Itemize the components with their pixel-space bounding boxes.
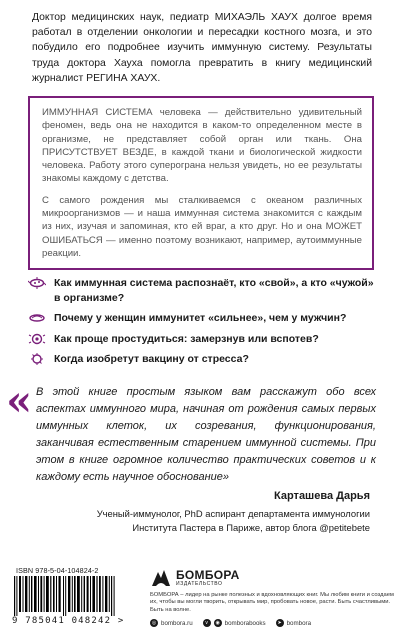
isbn-label: ISBN 978-5-04-104824-2 bbox=[16, 566, 99, 575]
publisher-subtitle: ИЗДАТЕЛЬСТВО bbox=[176, 581, 223, 587]
social-channel[interactable]: bombora bbox=[286, 619, 312, 627]
publisher-name: БОМБОРА bbox=[176, 568, 240, 582]
intro-paragraph: Доктор медицинских наук, педиатр МИХАЭЛЬ ХАУХ долгое время работал в отделении онкологии и пересадки костного мозга, и это побудило его подробнее изучить иммунную систему. Результаты труда доктора Хауха помогла превратить в книгу медицинский журналист РЕГИНА ХАУХ. bbox=[32, 12, 372, 84]
review-quote: В этой книге простым языком вам расскажут обо всех аспектах иммунного мира, начиная от рождения самых первых иммунных клеток, их созревания, функционирования, заканчивая естественным старением иммунной системы. При этом в книге огромное количество практических советов и к каждому есть научное обоснование» bbox=[36, 386, 376, 483]
cell-icon bbox=[28, 333, 46, 345]
info-paragraph-1: ИММУННАЯ СИСТЕМА человека — действительно удивительный феномен, ведь она не находится в каком-то определенном месте в организме, не представляет собой орган или ткань. Она ПРИСУТСТВУЕТ ВЕЗДЕ, в каждой ткани и биологической жидкости человека. Работу этого суперограна нельзя увидеть, но ее результаты знакомы каждому с детства. bbox=[42, 107, 362, 185]
publisher-description: БОМБОРА – лидер на рынке полезных и вдохновляющих книг. Мы любим книги и создаем их, чтобы вы могли творить, открывать мир, пробовать новое, расти. Быть счастливыми. Быть на волне. bbox=[150, 592, 394, 613]
question-list bbox=[28, 276, 380, 373]
publisher-logo bbox=[150, 566, 394, 590]
barcode-digits: 9 785041 048242 > bbox=[12, 616, 125, 626]
question-item bbox=[28, 352, 380, 367]
bacterium-icon bbox=[28, 277, 46, 289]
question-text: Как иммунная система распознаёт, кто «свой», а кто «чужой» в организме? bbox=[54, 277, 374, 304]
reviewer-bio: Ученый-иммунолог, PhD аспирант департамента иммунологии Института Пастера в Париже, автор блога @petitebete bbox=[96, 508, 370, 533]
isbn-block bbox=[10, 566, 130, 628]
microbe-icon bbox=[28, 353, 46, 365]
question-text: Как проще простудиться: замерзнув или вспотев? bbox=[54, 332, 319, 345]
quote-mark: « bbox=[6, 376, 33, 425]
info-paragraph-2: С самого рождения мы сталкиваемся с океаном различных микроорганизмов — и наша иммунная система знакомится с каждым из них, изучая и запоминая, кто ей враг, а кто друг. Но и она МОЖЕТ ОШИБАТЬСЯ — именно поэтому возникают, например, аутоиммунные реакции. bbox=[42, 194, 362, 259]
question-item bbox=[28, 311, 380, 326]
barcode bbox=[10, 576, 122, 616]
question-text: Почему у женщин иммунитет «сильнее», чем у мужчин? bbox=[54, 312, 347, 324]
instagram-icon: ◉ bbox=[215, 620, 220, 627]
publisher-block bbox=[150, 566, 394, 627]
vk-icon: v bbox=[203, 619, 211, 627]
bombora-logo-icon bbox=[150, 568, 172, 588]
telegram-icon: ➤ bbox=[277, 620, 282, 627]
question-text: Когда изобретут вакцину от стресса? bbox=[54, 353, 249, 365]
reviewer-name: Карташева Дарья bbox=[274, 490, 370, 502]
social-links bbox=[150, 619, 394, 627]
globe-icon: ◎ bbox=[151, 620, 157, 627]
info-box bbox=[28, 96, 374, 270]
question-item bbox=[28, 276, 380, 305]
virus-icon bbox=[28, 312, 46, 324]
social-handle[interactable]: bomborabooks bbox=[224, 619, 266, 627]
question-item bbox=[28, 332, 380, 347]
social-site[interactable]: bombora.ru bbox=[161, 619, 193, 627]
